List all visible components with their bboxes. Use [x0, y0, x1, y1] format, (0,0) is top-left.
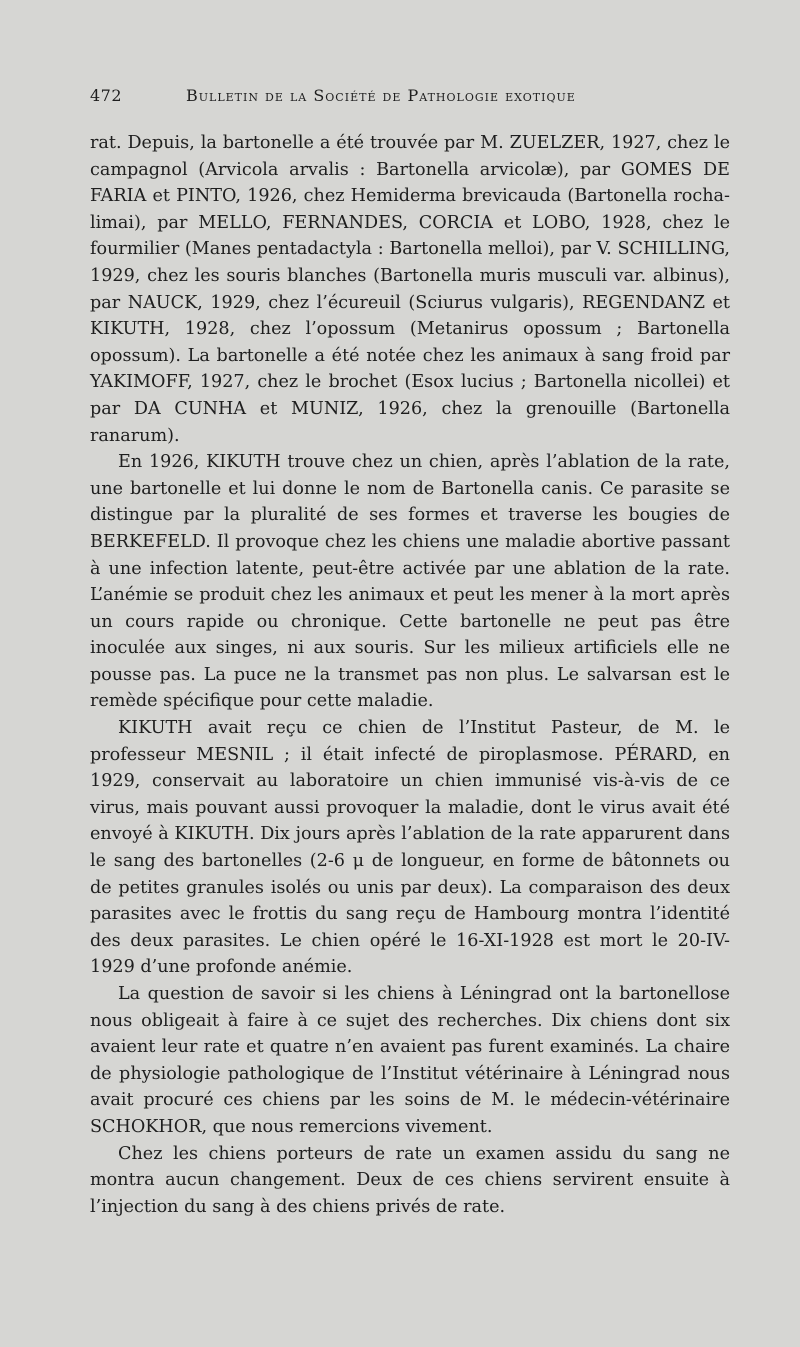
paragraph: La question de savoir si les chiens à Léningrad ont la bartonellose nous obligeait à faire à ce sujet des recherches. Dix chiens dont six avaient leur rate et quatre n’en avaient pas furent examinés. La chaire de physiologie pathologique de l’Institut vétérinaire à Léningrad nous avait procuré ces chiens par les soins de M. le médecin-vétérinaire SCHOKHOR, que nous remercions vivement.	[90, 984, 730, 1137]
journal-title: Bulletin de la Société de Pathologie exotique	[186, 86, 576, 105]
article-body	[90, 130, 730, 1220]
paragraph: rat. Depuis, la bartonelle a été trouvée par M. ZUELZER, 1927, chez le campagnol (Arvicola arvalis : Bartonella arvicolæ), par GOMES DE FARIA et PINTO, 1926, chez Hemiderma brevicauda (Bartonella rocha-limai), par MELLO, FERNANDES, CORCIA et LOBO, 1928, chez le fourmilier (Manes pentadactyla : Bartonella melloi), par V. SCHILLING, 1929, chez les souris blanches (Bartonella muris musculi var. albinus), par NAUCK, 1929, chez l’écureuil (Sciurus vulgaris), REGENDANZ et KIKUTH, 1928, chez l’opossum (Metanirus opossum ; Bartonella opossum). La bartonelle a été notée chez les animaux à sang froid par YAKIMOFF, 1927, chez le brochet (Esox lucius ; Bartonella nicollei) et par DA CUNHA et MUNIZ, 1926, chez la grenouille (Bartonella ranarum).	[90, 133, 730, 446]
paragraph: En 1926, KIKUTH trouve chez un chien, après l’ablation de la rate, une bartonelle et lui donne le nom de Bartonella canis. Ce parasite se distingue par la pluralité de ses formes et traverse les bougies de BERKEFELD. Il provoque chez les chiens une maladie abortive passant à une infection latente, peut-être activée par une ablation de la rate. L’anémie se produit chez les animaux et peut les mener à la mort après un cours rapide ou chronique. Cette bartonelle ne peut pas être inoculée aux singes, ni aux souris. Sur les milieux artificiels elle ne pousse pas. La puce ne la transmet pas non plus. Le salvarsan est le remède spécifique pour cette maladie.	[90, 452, 730, 712]
page-number: 472	[90, 86, 123, 105]
paragraph: KIKUTH avait reçu ce chien de l’Institut Pasteur, de M. le professeur MESNIL ; il était infecté de piroplasmose. PÉRARD, en 1929, conservait au laboratoire un chien immunisé vis-à-vis de ce virus, mais pouvant aussi provoquer la maladie, dont le virus avait été envoyé à KIKUTH. Dix jours après l’ablation de la rate apparurent dans le sang des bartonelles (2-6 μ de longueur, en forme de bâtonnets ou de petites granules isolés ou unis par deux). La comparaison des deux parasites avec le frottis du sang reçu de Hambourg montra l’identité des deux parasites. Le chien opéré le 16-XI-1928 est mort le 20-IV-1929 d’une profonde anémie.	[90, 718, 730, 978]
paragraph: Chez les chiens porteurs de rate un examen assidu du sang ne montra aucun changement. Deux de ces chiens servirent ensuite à l’injection du sang à des chiens privés de rate.	[90, 1143, 730, 1217]
